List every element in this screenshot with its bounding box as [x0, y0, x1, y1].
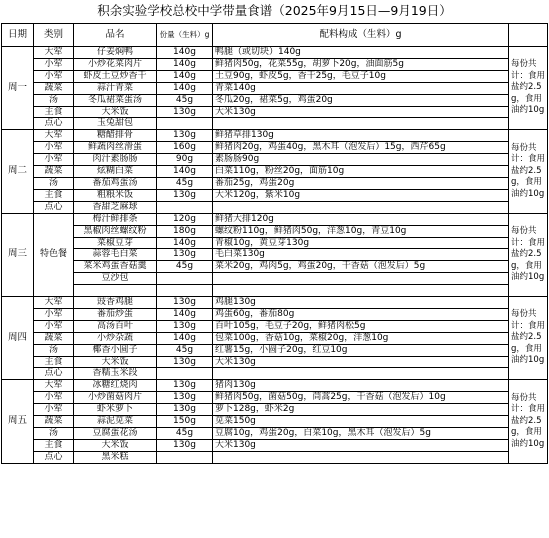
dish-cell: 蒜汁青菜 — [74, 82, 157, 94]
weight-cell — [157, 368, 213, 380]
table-row — [2, 404, 548, 416]
ingredients-cell: 鲜猪肉20g，鸡蛋40g，黑木耳（泡发后）15g，西芹65g — [213, 142, 509, 154]
day-cell: 周四 — [2, 297, 34, 380]
header-category: 类别 — [34, 24, 74, 47]
table-row — [2, 297, 548, 309]
table-row — [2, 118, 548, 130]
weight-cell: 130g — [157, 189, 213, 201]
weight-cell: 140g — [157, 82, 213, 94]
dish-cell: 小炒菌菇肉片 — [74, 392, 157, 404]
weight-cell: 130g — [157, 404, 213, 416]
nutrition-note: 每份共计：食用盐约2.5g，食用油约10g — [509, 380, 548, 463]
header-row — [2, 24, 548, 47]
category-cell: 汤 — [34, 344, 74, 356]
category-cell: 主食 — [34, 356, 74, 368]
weight-cell: 130g — [157, 106, 213, 118]
ingredients-cell: 白菜110g，粉丝20g，面筋10g — [213, 166, 509, 178]
ingredients-cell — [213, 201, 509, 213]
table-row — [2, 261, 548, 273]
table-row — [2, 130, 548, 142]
ingredients-cell: 鲜猪肉50g，花菜55g，胡萝卜20g，油面筋5g — [213, 58, 509, 70]
weight-cell: 90g — [157, 154, 213, 166]
weight-cell: 130g — [157, 320, 213, 332]
ingredients-cell: 鸡腿130g — [213, 297, 509, 309]
ingredients-cell: 鲜猪大排120g — [213, 213, 509, 225]
ingredients-cell: 鸭腿（或切块）140g — [213, 47, 509, 59]
ingredients-cell: 番茄25g，鸡蛋20g — [213, 177, 509, 189]
weight-cell: 150g — [157, 416, 213, 428]
category-cell: 蔬菜 — [34, 416, 74, 428]
dish-cell: 豆沙包 — [74, 273, 157, 285]
table-row — [2, 201, 548, 213]
category-cell: 小荤 — [34, 142, 74, 154]
category-cell: 小荤 — [34, 154, 74, 166]
table-row — [2, 320, 548, 332]
dish-cell: 香甜芝麻球 — [74, 201, 157, 213]
weight-cell: 140g — [157, 70, 213, 82]
ingredients-cell: 大米130g — [213, 106, 509, 118]
dish-cell: 豆腐蛋花汤 — [74, 427, 157, 439]
dish-cell — [74, 285, 157, 297]
day-cell: 周五 — [2, 380, 34, 463]
day-cell: 周一 — [2, 47, 34, 130]
ingredients-cell: 鸡蛋60g，番茄80g — [213, 308, 509, 320]
weight-cell: 130g — [157, 130, 213, 142]
nutrition-note: 每份共计：食用盐约2.5g，食用油约10g — [509, 130, 548, 213]
weight-cell: 180g — [157, 225, 213, 237]
table-row — [2, 106, 548, 118]
ingredients-cell: 百叶105g，毛豆子20g，鲜猪肉松5g — [213, 320, 509, 332]
table-row — [2, 237, 548, 249]
table-row — [2, 451, 548, 463]
category-cell: 汤 — [34, 427, 74, 439]
ingredients-cell: 冬瓜20g，裙菜5g，鸡蛋20g — [213, 94, 509, 106]
ingredients-cell: 大米130g — [213, 439, 509, 451]
dish-cell: 蒜蓉毛白菜 — [74, 249, 157, 261]
ingredients-cell: 苋菜150g — [213, 416, 509, 428]
ingredients-cell — [213, 285, 509, 297]
weight-cell — [157, 273, 213, 285]
ingredients-cell: 豆腐10g，鸡蛋20g，白菜10g，黑木耳（泡发后）5g — [213, 427, 509, 439]
header-ingredients: 配料构成（生料）g — [213, 24, 509, 47]
table-row — [2, 285, 548, 297]
menu-body — [2, 47, 548, 464]
category-cell: 蔬菜 — [34, 332, 74, 344]
ingredients-cell: 大米130g — [213, 356, 509, 368]
category-cell: 小荤 — [34, 308, 74, 320]
dish-cell: 菜椒豆芽 — [74, 237, 157, 249]
ingredients-cell — [213, 273, 509, 285]
ingredients-cell: 青菜140g — [213, 82, 509, 94]
dish-cell: 大米饭 — [74, 356, 157, 368]
table-row — [2, 332, 548, 344]
ingredients-cell: 青椒10g，黄豆芽130g — [213, 237, 509, 249]
dish-cell: 冬瓜裙菜蛋汤 — [74, 94, 157, 106]
table-row — [2, 70, 548, 82]
category-cell: 汤 — [34, 177, 74, 189]
ingredients-cell: 螺纹粉110g，鲜猪肉50g，洋葱10g，青豆10g — [213, 225, 509, 237]
dish-cell: 豉香鸡腿 — [74, 297, 157, 309]
table-row — [2, 177, 548, 189]
table-row — [2, 213, 548, 225]
dish-cell: 肉汁素肠肠 — [74, 154, 157, 166]
table-row — [2, 154, 548, 166]
day-cell: 周二 — [2, 130, 34, 213]
category-cell: 小荤 — [34, 58, 74, 70]
weight-cell: 140g — [157, 166, 213, 178]
dish-cell: 小炒花菜肉片 — [74, 58, 157, 70]
table-row — [2, 427, 548, 439]
ingredients-cell: 大米120g，紫米10g — [213, 189, 509, 201]
weight-cell — [157, 118, 213, 130]
ingredients-cell: 鲜猪草排130g — [213, 130, 509, 142]
weight-cell: 130g — [157, 380, 213, 392]
dish-cell: 香糯玉米段 — [74, 368, 157, 380]
day-cell: 周三 — [2, 213, 34, 296]
weight-cell: 140g — [157, 47, 213, 59]
weight-cell: 140g — [157, 308, 213, 320]
table-row — [2, 344, 548, 356]
header-note — [509, 24, 548, 47]
menu-table — [1, 23, 548, 464]
weight-cell: 130g — [157, 439, 213, 451]
table-row — [2, 308, 548, 320]
weight-cell — [157, 201, 213, 213]
nutrition-note: 每份共计：食用盐约2.5g，食用油约10g — [509, 297, 548, 380]
category-cell: 大荤 — [34, 297, 74, 309]
table-row — [2, 94, 548, 106]
category-cell: 小荤 — [34, 392, 74, 404]
weight-cell: 140g — [157, 332, 213, 344]
category-cell: 蔬菜 — [34, 166, 74, 178]
weight-cell — [157, 285, 213, 297]
category-cell: 主食 — [34, 106, 74, 118]
dish-cell: 仔姜焖鸭 — [74, 47, 157, 59]
category-cell: 点心 — [34, 118, 74, 130]
ingredients-cell: 萝卜128g，虾米2g — [213, 404, 509, 416]
table-row — [2, 439, 548, 451]
weight-cell: 120g — [157, 213, 213, 225]
category-cell: 小荤 — [34, 320, 74, 332]
table-row — [2, 356, 548, 368]
dish-cell: 虾米萝卜 — [74, 404, 157, 416]
weight-cell: 45g — [157, 177, 213, 189]
dish-cell: 大米饭 — [74, 106, 157, 118]
table-row — [2, 273, 548, 285]
weight-cell: 45g — [157, 94, 213, 106]
category-cell: 大荤 — [34, 47, 74, 59]
category-cell: 主食 — [34, 439, 74, 451]
weight-cell: 160g — [157, 142, 213, 154]
table-row — [2, 47, 548, 59]
weight-cell: 140g — [157, 237, 213, 249]
table-row — [2, 58, 548, 70]
category-cell: 汤 — [34, 94, 74, 106]
header-day: 日期 — [2, 24, 34, 47]
category-cell: 主食 — [34, 189, 74, 201]
category-cell: 大荤 — [34, 380, 74, 392]
table-row — [2, 142, 548, 154]
header-dish: 品名 — [74, 24, 157, 47]
ingredients-cell: 猪肉130g — [213, 380, 509, 392]
ingredients-cell: 毛白菜130g — [213, 249, 509, 261]
dish-cell: 黑椒肉丝螺纹粉 — [74, 225, 157, 237]
table-row — [2, 392, 548, 404]
dish-cell: 黑米糕 — [74, 451, 157, 463]
ingredients-cell — [213, 118, 509, 130]
dish-cell: 蒜泥苋菜 — [74, 416, 157, 428]
dish-cell: 虾皮土豆炒香干 — [74, 70, 157, 82]
nutrition-note: 每份共计：食用盐约2.5g，食用油约10g — [509, 213, 548, 296]
dish-cell: 小炒杂蔬 — [74, 332, 157, 344]
table-row — [2, 380, 548, 392]
dish-cell: 冰糖红烧肉 — [74, 380, 157, 392]
table-row — [2, 166, 548, 178]
header-weight: 份量（生料）g — [157, 24, 213, 47]
weight-cell: 45g — [157, 261, 213, 273]
category-cell: 点心 — [34, 451, 74, 463]
weight-cell: 140g — [157, 58, 213, 70]
ingredients-cell: 鲜猪肉50g，菌菇50g，茼蒿25g，干香菇（泡发后）10g — [213, 392, 509, 404]
dish-cell: 菜米鸡蛋香菇羹 — [74, 261, 157, 273]
nutrition-note: 每份共计：食用盐约2.5g，食用油约10g — [509, 47, 548, 130]
weight-cell: 130g — [157, 297, 213, 309]
ingredients-cell — [213, 451, 509, 463]
page-title: 积余实验学校总校中学带量食谱（2025年9月15日—9月19日） — [97, 3, 452, 18]
table-row — [2, 189, 548, 201]
dish-cell: 梅汁鲜排条 — [74, 213, 157, 225]
dish-cell: 椰香小圆子 — [74, 344, 157, 356]
dish-cell: 番茄鸡蛋汤 — [74, 177, 157, 189]
weight-cell: 45g — [157, 427, 213, 439]
dish-cell: 糖醋排骨 — [74, 130, 157, 142]
ingredients-cell: 红薯15g，小圆子20g，红豆10g — [213, 344, 509, 356]
ingredients-cell — [213, 368, 509, 380]
weight-cell: 130g — [157, 392, 213, 404]
weight-cell — [157, 451, 213, 463]
dish-cell: 炫糊白菜 — [74, 166, 157, 178]
category-cell: 小荤 — [34, 70, 74, 82]
category-cell: 点心 — [34, 201, 74, 213]
weight-cell: 45g — [157, 344, 213, 356]
table-row — [2, 82, 548, 94]
ingredients-cell: 包菜100g，香菇10g，菜椒20g，洋葱10g — [213, 332, 509, 344]
dish-cell: 高汤百叶 — [74, 320, 157, 332]
dish-cell: 大米饭 — [74, 439, 157, 451]
table-row — [2, 368, 548, 380]
category-cell: 蔬菜 — [34, 82, 74, 94]
dish-cell: 玉兔甜包 — [74, 118, 157, 130]
ingredients-cell: 素肠肠90g — [213, 154, 509, 166]
weight-cell: 130g — [157, 356, 213, 368]
ingredients-cell: 菜米20g，鸡肉5g，鸡蛋20g，干香菇（泡发后）5g — [213, 261, 509, 273]
category-cell: 点心 — [34, 368, 74, 380]
category-cell: 小荤 — [34, 404, 74, 416]
dish-cell: 粗粮米饭 — [74, 189, 157, 201]
dish-cell: 鲜蔬肉丝滑蛋 — [74, 142, 157, 154]
table-row — [2, 249, 548, 261]
ingredients-cell: 土豆90g，虾皮5g，香干25g，毛豆子10g — [213, 70, 509, 82]
category-cell: 大荤 — [34, 130, 74, 142]
weight-cell: 130g — [157, 249, 213, 261]
dish-cell: 番茄炒蛋 — [74, 308, 157, 320]
table-row — [2, 225, 548, 237]
table-row — [2, 416, 548, 428]
category-cell: 特色餐 — [34, 213, 74, 296]
